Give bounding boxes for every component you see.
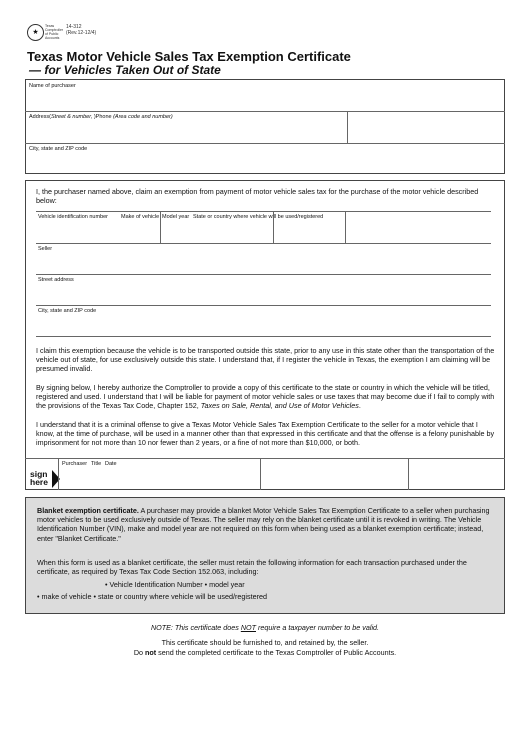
taxpayer-note (0, 623, 530, 632)
seller-city-field[interactable] (37, 316, 490, 335)
purchaser-name-label: Name of purchaser (29, 83, 76, 89)
seller-field[interactable] (37, 254, 490, 273)
note-text: NOTE: This certificate does (150, 623, 241, 632)
title-label: Title (91, 461, 102, 467)
tax-code-title: Taxes on Sale, Rental, and Use of Motor Vehicles (200, 401, 359, 411)
seller-city-label: City, state and ZIP code (38, 308, 97, 314)
street-address-label: Street address (38, 277, 74, 283)
blanket-bullet: • Vehicle Identification Number • model year (105, 580, 245, 589)
form-title: Texas Motor Vehicle Sales Tax Exemption Certificate (27, 49, 351, 64)
authorization-end: . (358, 401, 361, 411)
divider (25, 143, 505, 144)
divider (260, 458, 261, 490)
do-not-send-note (0, 648, 530, 657)
divider (25, 111, 505, 112)
title-field[interactable] (262, 468, 406, 488)
date-field[interactable] (410, 468, 503, 488)
form-subtitle: — for Vehicles Taken Out of State (29, 63, 221, 77)
criminal-offense-paragraph: I understand that it is a criminal offense to give a Texas Motor Vehicle Sales Tax Exemption Certificate to the seller for a motor vehicle that I know, at the time of purchase, will be used in a manner other than that expressed in this certificate and that the offense is a felony punishable by imprisonment for not more than 10 nor fewer than 2 years, or a fine of not more than $10,000, or both. (36, 420, 495, 448)
vin-field[interactable] (37, 222, 159, 242)
purchaser-city-field[interactable] (26, 154, 504, 172)
note-not: NOT (240, 623, 256, 632)
authorization-text: By signing below, I hereby authorize the Comptroller to provide a copy of this certificate to the state or country in which the vehicle will be titled, registered and used. I understand that I will be liable for payment of motor vehicle sales or use taxes that may become due if I fail to comply with the provisions of the Texas Tax Code, Chapter 152, (36, 383, 495, 411)
purchaser-signature-label: Purchaser (62, 461, 88, 467)
divider (273, 211, 274, 243)
divider (160, 211, 161, 243)
divider (345, 211, 346, 243)
purchaser-name-field[interactable] (26, 92, 504, 110)
do-not-send-text: send the completed certificate to the Texas Comptroller of Public Accounts. (156, 648, 397, 657)
do-text: Do (133, 648, 145, 657)
purchaser-city-label: City, state and ZIP code (29, 146, 88, 152)
purchaser-phone-field[interactable] (349, 122, 503, 142)
agency-line: Accounts (45, 36, 60, 40)
model-year-label: Model year (162, 214, 190, 220)
claim-intro: I, the purchaser named above, claim an exemption from payment of motor vehicle sales tax for the purchase of the motor vehicle described below: (36, 187, 479, 206)
state-country-label: State or country where vehicle will be used/registered (193, 214, 324, 220)
divider (408, 458, 409, 490)
form-number-block (66, 24, 96, 36)
divider (25, 458, 505, 459)
agency-line: of Public (45, 32, 59, 36)
make-label: Make of vehicle (121, 214, 160, 220)
here-word: here (30, 477, 48, 487)
seller-label: Seller (38, 246, 53, 252)
texas-seal-icon: ★ (27, 24, 44, 41)
state-country-field[interactable] (347, 222, 490, 242)
divider (347, 111, 348, 143)
authorization-paragraph (36, 383, 498, 411)
form-number: 14-312 (66, 24, 82, 30)
not-bold: not (145, 648, 157, 657)
furnish-note: This certificate should be furnished to, and retained by, the seller. (161, 638, 369, 647)
date-label: Date (105, 461, 117, 467)
purchaser-signature-field[interactable] (60, 468, 258, 488)
divider (36, 336, 491, 337)
blanket-text: A purchaser may provide a blanket Motor Vehicle Sales Tax Exemption Certificate to a seller when purchasing motor vehicles to be used exclusively outside of Texas. The seller may rely on the blanket certificate until it is revoked in writing. The Vehicle Identification Number (VIN), make and model year are not required on this form when being used as a blanket exemption certificate; instead, enter "Blanket Certificate." (37, 506, 490, 543)
sign-here-label (30, 470, 48, 486)
vin-label: Vehicle identification number (38, 214, 109, 220)
form-revision: (Rev.12-12/4) (66, 30, 97, 36)
agency-line: Comptroller (45, 28, 64, 32)
agency-name (45, 24, 63, 40)
blanket-paragraph (37, 506, 497, 543)
blanket-retain-paragraph: When this form is used as a blanket certificate, the seller must retain the following information for each transaction purchased under the certificate, as required by Texas Tax Code Section 152.063, including: (37, 558, 467, 577)
divider (36, 305, 491, 306)
divider (36, 211, 491, 212)
make-field[interactable] (162, 222, 272, 242)
blanket-bullet: • make of vehicle • state or country where vehicle will be used/registered (37, 592, 267, 601)
street-address-field[interactable] (37, 285, 490, 304)
exemption-reason-paragraph: I claim this exemption because the vehicle is to be transported outside this state, prior to any use in this state other than the transportation of the vehicle out of state, for use exclusively outside this state. I understand that, if I register the vehicle in Texas, the exemption I am claiming will be presumed invalid. (36, 346, 495, 374)
blanket-lead: Blanket exemption certificate. (37, 506, 139, 515)
note-text-end: require a taxpayer number to be valid. (255, 623, 380, 632)
divider (36, 274, 491, 275)
purchaser-address-label: Address(Street & number, )Phone (Area code and number) (29, 114, 173, 120)
divider (36, 243, 491, 244)
purchaser-address-field[interactable] (26, 122, 346, 142)
divider (58, 458, 59, 490)
model-year-field[interactable] (275, 222, 344, 242)
sign-word: sign (30, 469, 48, 479)
agency-line: Texas (45, 24, 55, 28)
